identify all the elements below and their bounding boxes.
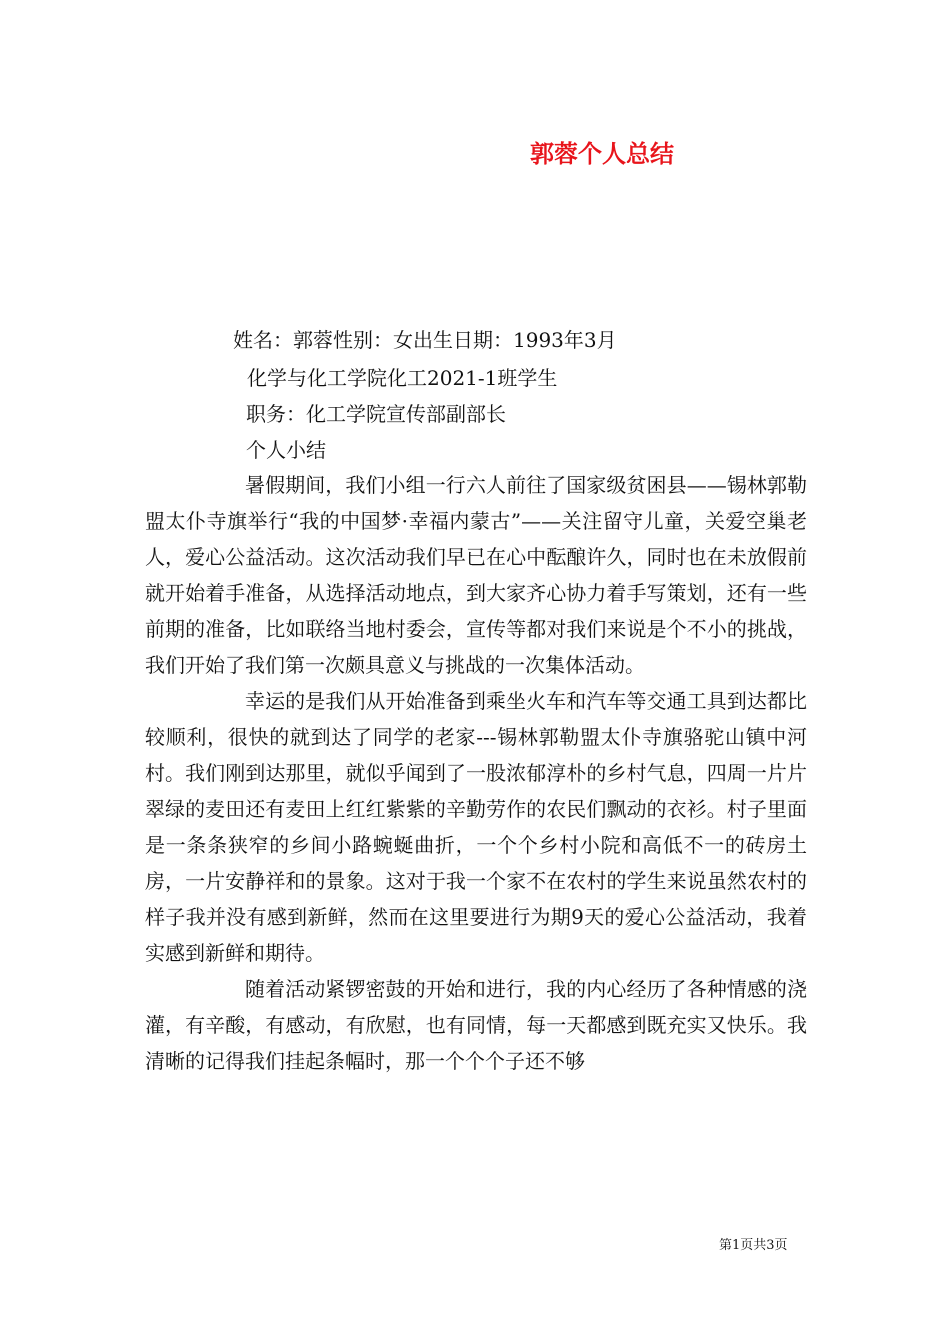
info-line-class: 化学与化工学院化工2021-1班学生 — [247, 366, 558, 390]
page-number: 第1页共3页 — [719, 1238, 788, 1253]
paragraph: 暑假期间，我们小组一行六人前往了国家级贫困县——锡林郭勒盟太仆寺旗举行“我的中国梦·幸福内蒙古”——关注留守儿童，关爱空巢老人，爱心公益活动。这次活动我们早已在心中酝酿许久，同时也在未放假前就开始着手准备，从选择活动地点，到大家齐心协力着手写策划，还有一些前期的准备，比如联络当地村委会，宣传等都对我们来说是个不小的挑战，我们开始了我们第一次颇具意义与挑战的一次集体活动。 — [145, 473, 807, 677]
paragraph: 幸运的是我们从开始准备到乘坐火车和汽车等交通工具到达都比较顺利，很快的就到达了同学的老家---锡林郭勒盟太仆寺旗骆驼山镇中河村。我们刚到达那里，就似乎闻到了一股浓郁淳朴的乡村气息，四周一片片翠绿的麦田还有麦田上红红紫紫的辛勤劳作的农民们飘动的衣衫。村子里面是一条条狭窄的乡间小路蜿蜒曲折，一个个乡村小院和高低不一的砖房土房，一片安静祥和的景象。这对于我一个家不在农村的学生来说虽然农村的样子我并没有感到新鲜，然而在这里要进行为期9天的爱心公益活动，我着实感到新鲜和期待。 — [145, 689, 807, 965]
paragraph: 随着活动紧锣密鼓的开始和进行，我的内心经历了各种情感的浇灌，有辛酸，有感动，有欣慰，也有同情，每一天都感到既充实又快乐。我清晰的记得我们挂起条幅时，那一个个个子还不够 — [145, 977, 807, 1073]
info-line-subtitle: 个人小结 — [246, 438, 326, 462]
document-body — [145, 467, 807, 1079]
document-title: 郭蓉个人总结 — [530, 139, 674, 168]
info-line-name: 姓名：郭蓉性别：女出生日期：1993年3月 — [233, 328, 617, 352]
info-line-position: 职务：化工学院宣传部副部长 — [246, 402, 506, 426]
